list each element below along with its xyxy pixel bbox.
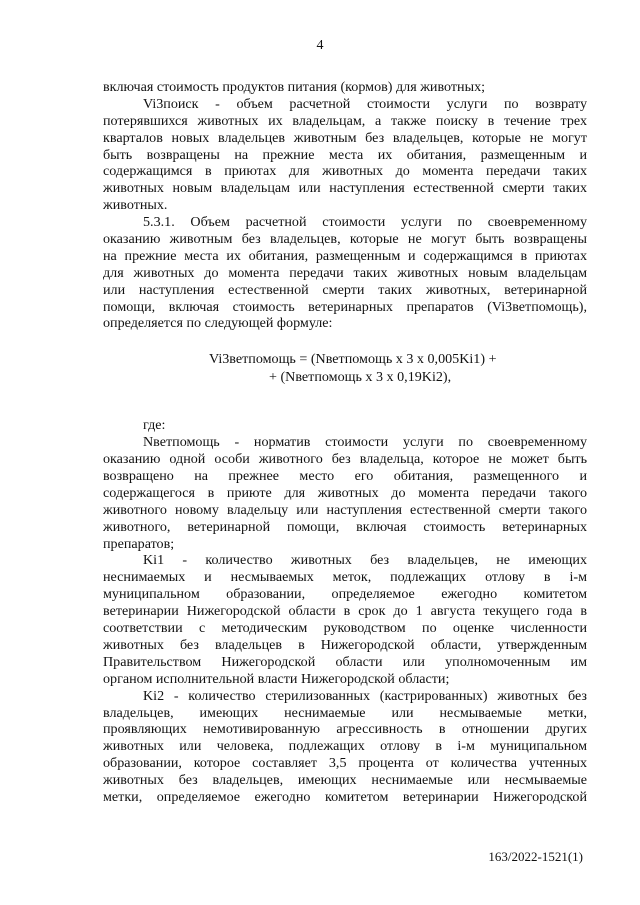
- text-line: неснимаемых и несмываемых меток, подлежащих отлову в i-м: [103, 569, 587, 586]
- formula-line-1: Vi3ветпомощь = (Nветпомощь x 3 x 0,005Ki1) +: [209, 351, 497, 368]
- text-line: Ki1 - количество животных без владельцев, не имеющих: [143, 552, 587, 569]
- text-line: животного, ветеринарной помощи, включая стоимость ветеринарных: [103, 518, 587, 535]
- text-line: владельцев, имеющих неснимаемые или несмываемые метки,: [103, 704, 587, 721]
- text-line: Vi3поиск - объем расчетной стоимости услуги по возврату: [143, 95, 587, 112]
- text-line: потерявшихся животных их владельцам, а также поиску в течение трех: [103, 112, 587, 129]
- text-line: животных без владельцев в Нижегородской области, утвержденным: [103, 636, 587, 653]
- text-line: содержащегося в приюте для животных до момента передачи такого: [103, 484, 587, 501]
- text-line: оказанию животным без владельцев, которые не могут быть возвращены: [103, 231, 587, 248]
- text-line: на прежние места их обитания, размещенным и содержащимся в приютах: [103, 247, 587, 264]
- text-line: помощи, включая стоимость ветеринарных препаратов (Vi3ветпомощь),: [103, 298, 587, 315]
- document-code: 163/2022-1521(1): [488, 849, 583, 864]
- page-number: 4: [316, 38, 324, 53]
- text-line: образовании, которое составляет 3,5 процента от количества учтенных: [103, 755, 587, 772]
- text-line: метки, определяемое ежегодно комитетом ветеринарии Нижегородской: [103, 788, 587, 805]
- document-body: [103, 79, 587, 806]
- text-line: Ki2 - количество стерилизованных (кастрированных) животных без: [143, 687, 587, 704]
- formula-line-2: + (Nветпомощь x 3 x 0,19Ki2),: [269, 369, 452, 386]
- text-line: Правительством Нижегородской области или уполномоченным им: [103, 653, 587, 670]
- text-line: кварталов новых владельцев животным без владельцев, которые не могут: [103, 129, 587, 146]
- text-line: ветеринарии Нижегородской области в срок до 1 августа текущего года в: [103, 603, 587, 620]
- text-line: органом исполнительной власти Нижегородской области;: [103, 670, 450, 687]
- text-line: оказанию одной особи животного без владельца, которое не может быть: [103, 451, 587, 468]
- text-line: или наступления естественной смерти таких животных, ветеринарной: [103, 281, 587, 298]
- section-heading-line: 5.3.1. Объем расчетной стоимости услуги по своевременному: [143, 214, 587, 231]
- text-line: определяется по следующей формуле:: [103, 315, 333, 332]
- text-line: животных без владельцев, имеющих неснимаемые или несмываемые: [103, 772, 587, 789]
- text-line: возвращено на прежнее место его обитания, размещенного и: [103, 468, 587, 485]
- text-line: животных или человека, подлежащих отлову в i-м муниципальном: [103, 738, 587, 755]
- text-line: для животных до момента передачи таких животных новым владельцам: [103, 264, 587, 281]
- text-line: муниципальном образовании, определяемое ежегодно комитетом: [103, 586, 587, 603]
- text-line: животного новому владельцу или наступления естественной смерти такого: [103, 501, 587, 518]
- text-line: Nветпомощь - норматив стоимости услуги по своевременному: [143, 434, 587, 451]
- formula-block: [103, 332, 587, 417]
- text-line: соответствии с методическим руководством по оценке численности: [103, 620, 587, 637]
- text-line: содержащимся в приютах для животных до момента передачи таких: [103, 163, 587, 180]
- text-line: проявляющих немотивированную агрессивность в отношении других: [103, 721, 587, 738]
- text-line: животных.: [103, 197, 168, 214]
- where-label: где:: [143, 417, 166, 434]
- text-line: препаратов;: [103, 535, 175, 552]
- text-line: животных новым владельцам или наступления естественной смерти таких: [103, 180, 587, 197]
- text-line: быть возвращены на прежние места их обитания, размещенным и: [103, 146, 587, 163]
- text-line: включая стоимость продуктов питания (кормов) для животных;: [103, 79, 486, 95]
